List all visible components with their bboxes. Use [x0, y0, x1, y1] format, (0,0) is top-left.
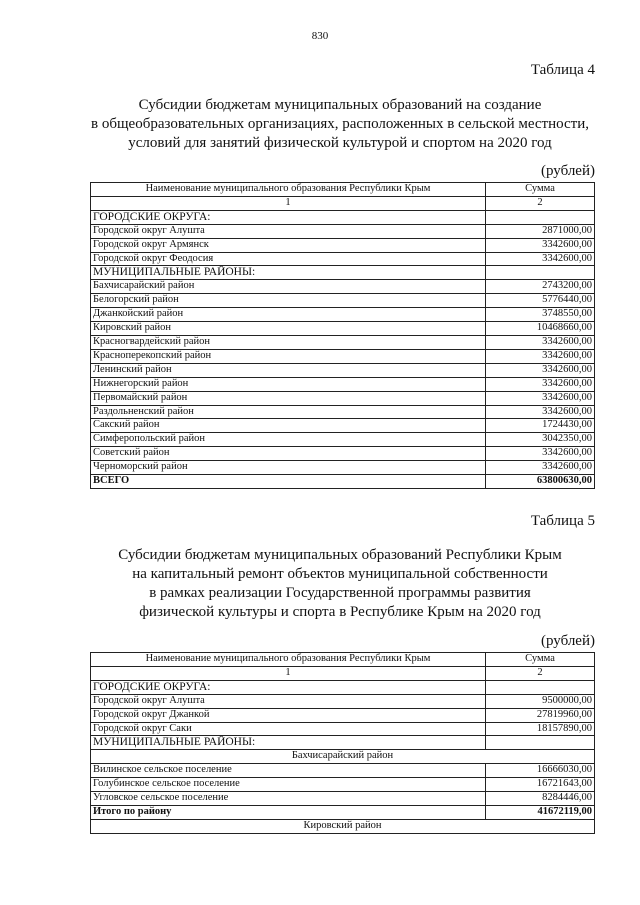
table-row — [91, 252, 595, 266]
district-row — [91, 750, 595, 764]
sum-cell: 3342600,00 — [486, 252, 595, 266]
section-row — [91, 736, 595, 750]
name-cell: ГОРОДСКИЕ ОКРУГА: — [91, 680, 486, 694]
section-row — [91, 266, 595, 280]
table4 — [90, 182, 595, 489]
name-cell: Красноперекопский район — [91, 349, 486, 363]
table5-title-line: Субсидии бюджетам муниципальных образований Республики Крым — [118, 547, 562, 563]
name-cell: Белогорский район — [91, 294, 486, 308]
name-cell: Угловское сельское поселение — [91, 792, 486, 806]
table5 — [90, 652, 595, 834]
sum-cell: 3342600,00 — [486, 363, 595, 377]
table-row — [91, 363, 595, 377]
sum-cell: 27819960,00 — [486, 708, 595, 722]
name-cell: Черноморский район — [91, 461, 486, 475]
name-cell: Советский район — [91, 447, 486, 461]
sum-cell: 63800630,00 — [486, 475, 595, 489]
table-row — [91, 224, 595, 238]
sum-cell: 3748550,00 — [486, 308, 595, 322]
table-row — [91, 322, 595, 336]
table-header-row — [91, 653, 595, 667]
table-row — [91, 792, 595, 806]
name-cell: Бахчисарайский район — [91, 280, 486, 294]
table-row — [91, 447, 595, 461]
table-row — [91, 335, 595, 349]
header-sum-cell: Сумма — [486, 183, 595, 197]
table-row — [91, 280, 595, 294]
name-cell: Красногвардейский район — [91, 335, 486, 349]
table-row — [91, 722, 595, 736]
name-cell: Сакский район — [91, 419, 486, 433]
sum-cell: 16666030,00 — [486, 764, 595, 778]
sum-cell — [486, 680, 595, 694]
name-cell: Городской округ Феодосия — [91, 252, 486, 266]
name-cell: Итого по району — [91, 805, 486, 819]
header-name-cell: Наименование муниципального образования Республики Крым — [91, 183, 486, 197]
name-cell: Раздольненский район — [91, 405, 486, 419]
name-cell: ГОРОДСКИЕ ОКРУГА: — [91, 210, 486, 224]
name-cell: МУНИЦИПАЛЬНЫЕ РАЙОНЫ: — [91, 266, 486, 280]
header-sum-cell: Сумма — [486, 653, 595, 667]
table-header-row — [91, 183, 595, 197]
table-row — [91, 708, 595, 722]
total-row — [91, 805, 595, 819]
name-cell: Городской округ Алушта — [91, 224, 486, 238]
name-cell: Симферопольский район — [91, 433, 486, 447]
sum-cell: 5776440,00 — [486, 294, 595, 308]
header-name-cell: Наименование муниципального образования Республики Крым — [91, 653, 486, 667]
name-cell: Джанкойский район — [91, 308, 486, 322]
table4-unit: (рублей) — [540, 163, 595, 179]
sum-cell: 1724430,00 — [486, 419, 595, 433]
table-row — [91, 377, 595, 391]
sum-cell — [486, 210, 595, 224]
sum-cell: 3042350,00 — [486, 433, 595, 447]
district-name-cell: Бахчисарайский район — [91, 750, 595, 764]
name-cell: Кировский район — [91, 322, 486, 336]
name-cell: Городской округ Джанкой — [91, 708, 486, 722]
table-row — [91, 419, 595, 433]
table5-unit: (рублей) — [540, 633, 595, 649]
table-row — [91, 349, 595, 363]
table5-title-line: на капитальный ремонт объектов муниципальной собственности — [132, 566, 548, 582]
sum-cell: 9500000,00 — [486, 694, 595, 708]
table-row — [91, 433, 595, 447]
column-number-cell: 1 — [91, 666, 486, 680]
table4-label: Таблица 4 — [530, 62, 595, 78]
sum-cell: 2743200,00 — [486, 280, 595, 294]
name-cell: МУНИЦИПАЛЬНЫЕ РАЙОНЫ: — [91, 736, 486, 750]
sum-cell: 41672119,00 — [486, 805, 595, 819]
name-cell: Нижнегорский район — [91, 377, 486, 391]
name-cell: Первомайский район — [91, 391, 486, 405]
name-cell: Ленинский район — [91, 363, 486, 377]
table-row — [91, 778, 595, 792]
table-row — [91, 764, 595, 778]
table-row — [91, 294, 595, 308]
column-number-cell: 2 — [486, 196, 595, 210]
name-cell: Городской округ Саки — [91, 722, 486, 736]
table-row — [91, 461, 595, 475]
table5-title — [60, 546, 620, 622]
name-cell: Голубинское сельское поселение — [91, 778, 486, 792]
sum-cell: 3342600,00 — [486, 447, 595, 461]
table4-title — [60, 96, 620, 153]
table-row — [91, 391, 595, 405]
table5-title-line: физической культуры и спорта в Республике Крым на 2020 год — [139, 604, 541, 620]
table4-title-line: в общеобразовательных организациях, расположенных в сельской местности, — [91, 116, 589, 132]
sum-cell: 3342600,00 — [486, 391, 595, 405]
sum-cell: 3342600,00 — [486, 461, 595, 475]
table5-label: Таблица 5 — [530, 513, 595, 529]
page-number: 830 — [311, 30, 329, 42]
sum-cell: 8284446,00 — [486, 792, 595, 806]
table4-title-line: условий для занятий физической культурой и спортом на 2020 год — [128, 135, 552, 151]
sum-cell — [486, 266, 595, 280]
section-row — [91, 680, 595, 694]
table-row — [91, 308, 595, 322]
district-name-cell: Кировский район — [91, 819, 595, 833]
column-number-row — [91, 196, 595, 210]
table4-title-line: Субсидии бюджетам муниципальных образований на создание — [138, 97, 542, 113]
name-cell: ВСЕГО — [91, 475, 486, 489]
sum-cell: 16721643,00 — [486, 778, 595, 792]
column-number-row — [91, 666, 595, 680]
table-row — [91, 238, 595, 252]
sum-cell: 3342600,00 — [486, 335, 595, 349]
table5-title-line: в рамках реализации Государственной программы развития — [149, 585, 531, 601]
name-cell: Городской округ Алушта — [91, 694, 486, 708]
name-cell: Вилинское сельское поселение — [91, 764, 486, 778]
total-row — [91, 475, 595, 489]
sum-cell: 3342600,00 — [486, 377, 595, 391]
sum-cell: 3342600,00 — [486, 405, 595, 419]
column-number-cell: 1 — [91, 196, 486, 210]
section-row — [91, 210, 595, 224]
sum-cell: 3342600,00 — [486, 238, 595, 252]
sum-cell: 18157890,00 — [486, 722, 595, 736]
table-row — [91, 405, 595, 419]
sum-cell — [486, 736, 595, 750]
sum-cell: 10468660,00 — [486, 322, 595, 336]
sum-cell: 2871000,00 — [486, 224, 595, 238]
name-cell: Городской округ Армянск — [91, 238, 486, 252]
column-number-cell: 2 — [486, 666, 595, 680]
sum-cell: 3342600,00 — [486, 349, 595, 363]
table-row — [91, 694, 595, 708]
district-row — [91, 819, 595, 833]
